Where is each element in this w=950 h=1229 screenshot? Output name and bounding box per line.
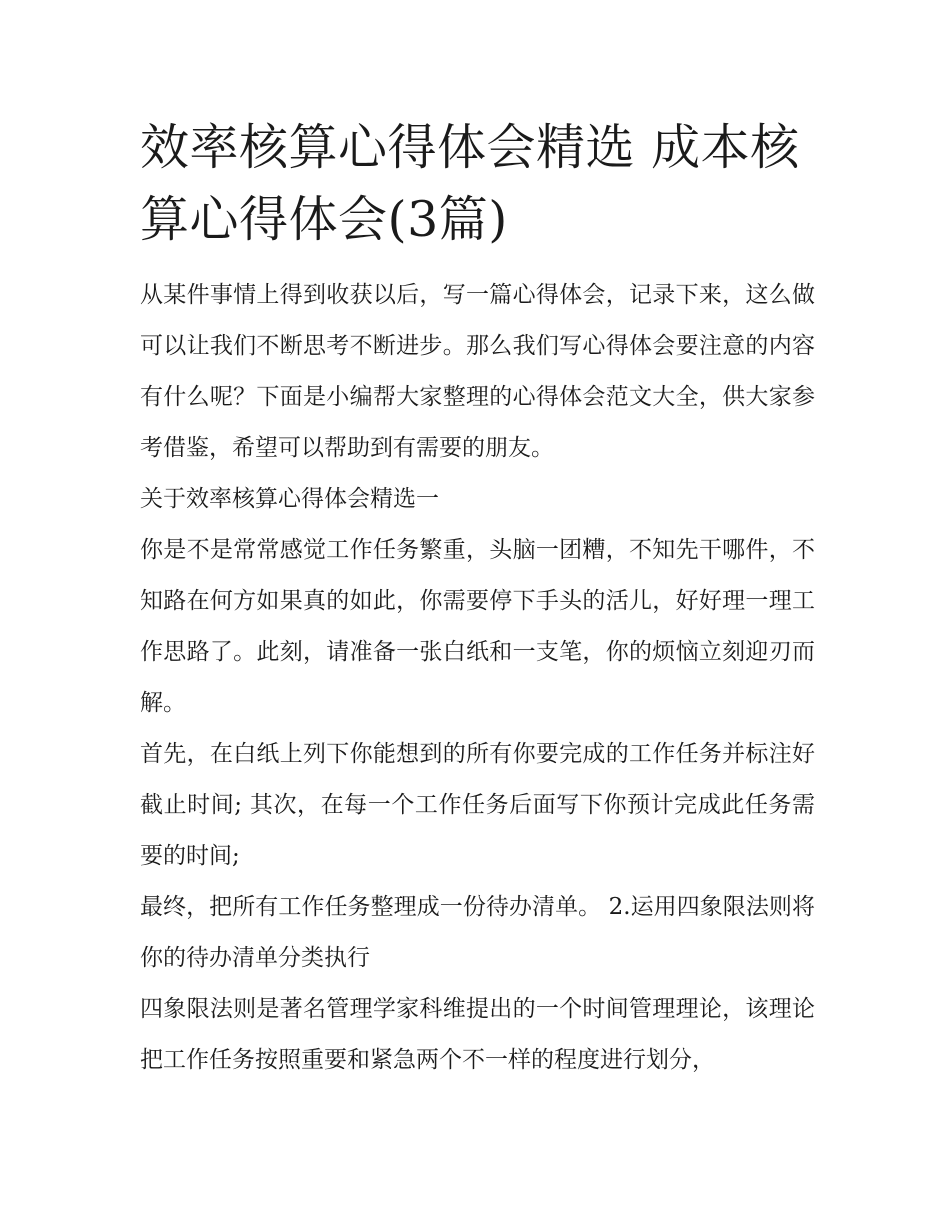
intro-paragraph: 从某件事情上得到收获以后，写一篇心得体会，记录下来，这么做可以让我们不断思考不断进步。那么我们写心得体会要注意的内容有什么呢？下面是小编帮大家整理的心得体会范文大全，供大家参考借鉴，希望可以帮助到有需要的朋友。 (140, 282, 815, 461)
section-heading: 关于效率核算心得体会精选一 (140, 486, 439, 512)
body-paragraph: 四象限法则是著名管理学家科维提出的一个时间管理理论，该理论把工作任务按照重要和紧急两个不一样的程度进行划分， (140, 996, 815, 1073)
body-paragraph: 最终，把所有工作任务整理成一份待办清单。 2.运用四象限法则将你的待办清单分类执行 (140, 894, 815, 971)
document-title: 效率核算心得体会精选 成本核算心得体会(3篇) (140, 119, 800, 248)
document-page (140, 112, 815, 1086)
body-paragraph: 你是不是常常感觉工作任务繁重，头脑一团糟，不知先干哪件，不知路在何方如果真的如此，你需要停下手头的活儿，好好理一理工作思路了。此刻，请准备一张白纸和一支笔，你的烦恼立刻迎刃而解。 (140, 537, 815, 716)
body-paragraph: 首先，在白纸上列下你能想到的所有你要完成的工作任务并标注好截止时间; 其次，在每一个工作任务后面写下你预计完成此任务需要的时间; (140, 741, 815, 869)
